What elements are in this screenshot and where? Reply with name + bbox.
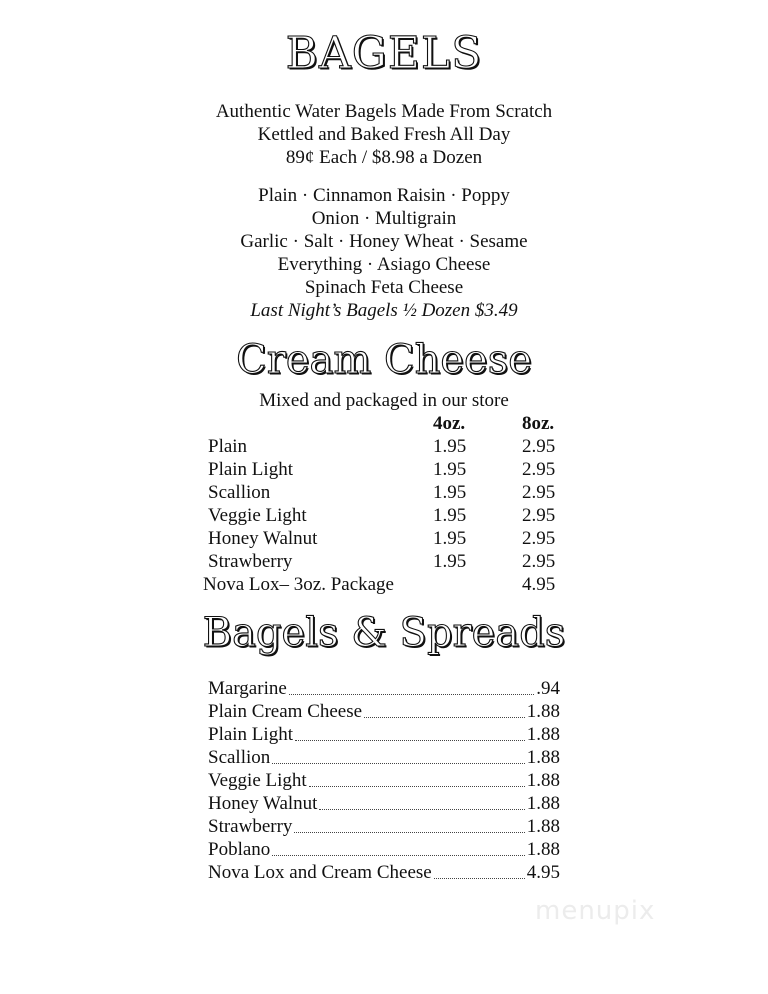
cc-item-price-8oz: 2.95 — [522, 436, 556, 457]
dot-leader — [289, 693, 534, 695]
cc-item-price-4oz: 1.95 — [433, 528, 467, 549]
nova-lox-package-name: Nova Lox– 3oz. Package — [203, 574, 394, 595]
cc-item-price-8oz: 2.95 — [522, 551, 556, 572]
spread-item-price: 4.95 — [526, 862, 560, 883]
cc-item-name: Veggie Light — [208, 505, 307, 526]
last-night-bagels: Last Night’s Bagels ½ Dozen $3.49 — [250, 300, 518, 321]
dot-leader — [309, 785, 525, 787]
spread-item-price: 1.88 — [526, 701, 560, 722]
nova-lox-package-price: 4.95 — [522, 574, 556, 595]
cc-item-price-8oz: 2.95 — [522, 505, 556, 526]
bagel-varieties-line: Spinach Feta Cheese — [304, 277, 464, 298]
col-header-8oz: 8oz. — [522, 413, 555, 434]
spread-item — [208, 723, 560, 746]
spread-item-name: Nova Lox and Cream Cheese — [208, 862, 432, 883]
dot-leader — [434, 877, 525, 879]
spread-item-name: Scallion — [208, 747, 271, 768]
cream-cheese-title: Cream Cheese — [236, 337, 532, 383]
cc-item-price-4oz: 1.95 — [433, 505, 467, 526]
dot-leader — [319, 808, 524, 810]
cc-item-name: Strawberry — [208, 551, 293, 572]
spread-item — [208, 815, 560, 838]
bagels-title: BAGELS — [285, 28, 483, 79]
spread-item — [208, 861, 560, 884]
cc-item-name: Plain Light — [208, 459, 293, 480]
spread-item — [208, 769, 560, 792]
bagel-varieties-line: Everything · Asiago Cheese — [277, 254, 491, 275]
spread-item-name: Strawberry — [208, 816, 293, 837]
dot-leader — [294, 831, 524, 833]
spread-item — [208, 838, 560, 861]
cream-cheese-subtitle: Mixed and packaged in our store — [259, 390, 509, 411]
spread-item-name: Margarine — [208, 678, 287, 699]
dot-leader — [272, 762, 524, 764]
spread-item-name: Poblano — [208, 839, 271, 860]
bagel-varieties-line: Garlic · Salt · Honey Wheat · Sesame — [240, 231, 528, 252]
bagels-price-line: 89¢ Each / $8.98 a Dozen — [285, 147, 483, 168]
spread-item-price: 1.88 — [526, 770, 560, 791]
col-header-4oz: 4oz. — [433, 413, 466, 434]
menupix-watermark: menupix — [535, 896, 656, 926]
cc-item-price-8oz: 2.95 — [522, 528, 556, 549]
bagel-varieties-line: Onion · Multigrain — [311, 208, 457, 229]
spread-item-price: 1.88 — [526, 724, 560, 745]
cc-item-price-4oz: 1.95 — [433, 459, 467, 480]
dot-leader — [364, 716, 525, 718]
spread-item — [208, 700, 560, 723]
bagels-intro-line: Kettled and Baked Fresh All Day — [257, 124, 511, 145]
spread-item-price: 1.88 — [526, 816, 560, 837]
bagels-intro-line: Authentic Water Bagels Made From Scratch — [215, 101, 553, 122]
cc-item-name: Scallion — [208, 482, 271, 503]
spread-item-name: Veggie Light — [208, 770, 307, 791]
cc-item-price-4oz: 1.95 — [433, 551, 467, 572]
dot-leader — [272, 854, 524, 856]
cc-item-name: Plain — [208, 436, 248, 457]
bagels-spreads-title: Bagels & Spreads — [202, 610, 566, 656]
cc-item-price-4oz: 1.95 — [433, 436, 467, 457]
spread-item — [208, 746, 560, 769]
spread-item-name: Plain Cream Cheese — [208, 701, 363, 722]
spread-item — [208, 677, 560, 700]
spread-item-price: .94 — [536, 678, 560, 699]
cc-item-price-4oz: 1.95 — [433, 482, 467, 503]
spread-item-name: Plain Light — [208, 724, 293, 745]
dot-leader — [295, 739, 525, 741]
spread-item-price: 1.88 — [526, 839, 560, 860]
spread-item-name: Honey Walnut — [208, 793, 318, 814]
spread-item — [208, 792, 560, 815]
bagel-varieties-line: Plain · Cinnamon Raisin · Poppy — [258, 185, 510, 206]
cc-item-price-8oz: 2.95 — [522, 459, 556, 480]
cc-item-price-8oz: 2.95 — [522, 482, 556, 503]
spread-item-price: 1.88 — [526, 747, 560, 768]
spread-item-price: 1.88 — [526, 793, 560, 814]
cc-item-name: Honey Walnut — [208, 528, 318, 549]
